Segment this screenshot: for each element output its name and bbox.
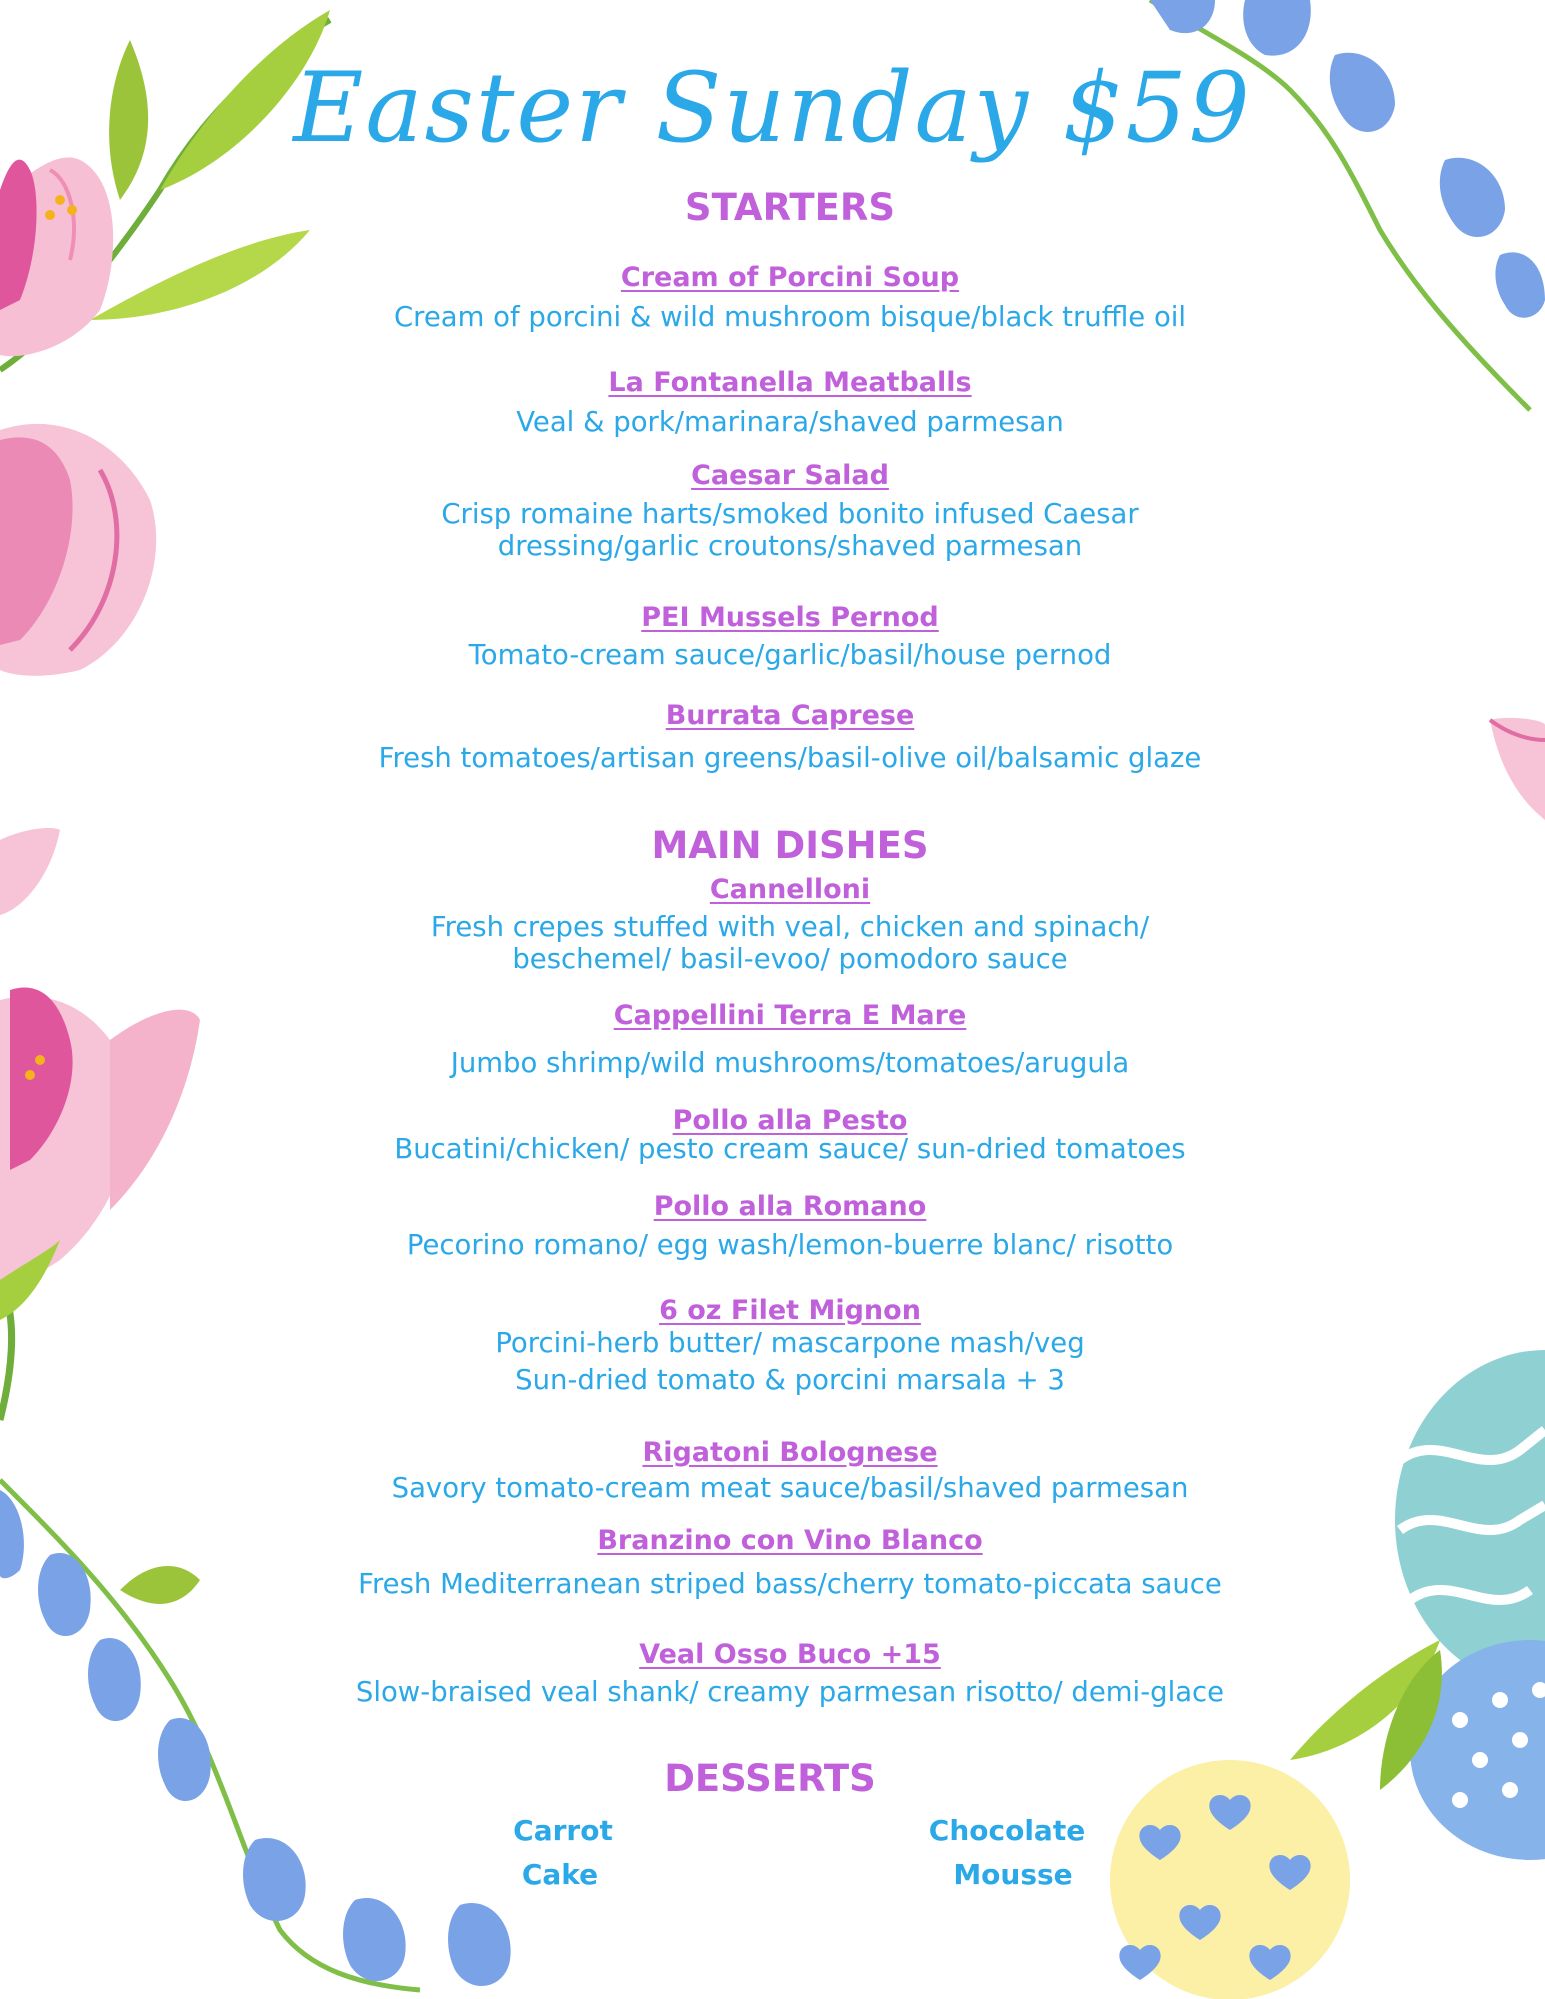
dish-description: beschemel/ basil-evoo/ pomodoro sauce	[512, 943, 1068, 975]
dish-name: Cannelloni	[709, 874, 871, 905]
dish-description: Fresh Mediterranean striped bass/cherry tomato-piccata sauce	[358, 1568, 1222, 1600]
dish-name: PEI Mussels Pernod	[641, 602, 939, 633]
dish-name: Rigatoni Bolognese	[642, 1437, 938, 1468]
dish-name: Caesar Salad	[691, 460, 889, 491]
dish-name: Cream of Porcini Soup	[620, 262, 960, 293]
dish-description: dressing/garlic croutons/shaved parmesan	[497, 530, 1083, 562]
dish-description: Pecorino romano/ egg wash/lemon-buerre blanc/ risotto	[406, 1229, 1174, 1261]
petal-icon	[0, 828, 60, 915]
starters-heading: STARTERS	[684, 186, 896, 229]
dish-description: Jumbo shrimp/wild mushrooms/tomatoes/arugula	[450, 1047, 1130, 1079]
dish-name: Pollo alla Pesto	[672, 1105, 908, 1136]
dish-name: La Fontanella Meatballs	[608, 367, 972, 398]
dish-description: Sun-dried tomato & porcini marsala + 3	[515, 1364, 1065, 1396]
dessert-name: Cake	[521, 1858, 599, 1891]
dish-name: Veal Osso Buco +15	[639, 1639, 941, 1670]
dish-description: Veal & pork/marinara/shaved parmesan	[516, 406, 1064, 438]
dish-name: Cappellini Terra E Mare	[613, 1000, 967, 1031]
dish-description: Fresh crepes stuffed with veal, chicken and spinach/	[430, 911, 1150, 943]
dish-description: Porcini-herb butter/ mascarpone mash/veg	[495, 1327, 1085, 1359]
dish-description: Slow-braised veal shank/ creamy parmesan risotto/ demi-glace	[355, 1676, 1225, 1708]
menu-title: Easter Sunday $59	[293, 52, 1252, 164]
dish-description: Fresh tomatoes/artisan greens/basil-olive oil/balsamic glaze	[378, 742, 1202, 774]
leaf-icon	[120, 1566, 200, 1604]
dish-description: Savory tomato-cream meat sauce/basil/shaved parmesan	[391, 1472, 1189, 1504]
desserts-heading: DESSERTS	[664, 1757, 876, 1800]
dessert-name: Chocolate	[928, 1814, 1086, 1847]
dish-description: Crisp romaine harts/smoked bonito infused Caesar	[441, 498, 1139, 530]
dish-description: Cream of porcini & wild mushroom bisque/black truffle oil	[393, 301, 1187, 333]
dish-description: Tomato-cream sauce/garlic/basil/house pernod	[468, 639, 1112, 671]
dish-name: 6 oz Filet Mignon	[659, 1295, 921, 1326]
dish-name: Branzino con Vino Blanco	[597, 1525, 983, 1556]
dish-name: Pollo alla Romano	[653, 1191, 927, 1222]
tulip-icon	[0, 157, 113, 356]
dessert-name: Carrot	[513, 1814, 613, 1847]
bluebell-icon	[0, 1490, 511, 1986]
main-dishes-heading: MAIN DISHES	[651, 824, 929, 867]
easter-egg-icon	[1395, 1350, 1545, 1690]
dish-name: Burrata Caprese	[665, 700, 915, 731]
tulip-icon	[0, 424, 156, 676]
tulip-icon	[0, 987, 200, 1285]
dish-description: Bucatini/chicken/ pesto cream sauce/ sun-dried tomatoes	[394, 1133, 1186, 1165]
dessert-name: Mousse	[953, 1858, 1073, 1891]
